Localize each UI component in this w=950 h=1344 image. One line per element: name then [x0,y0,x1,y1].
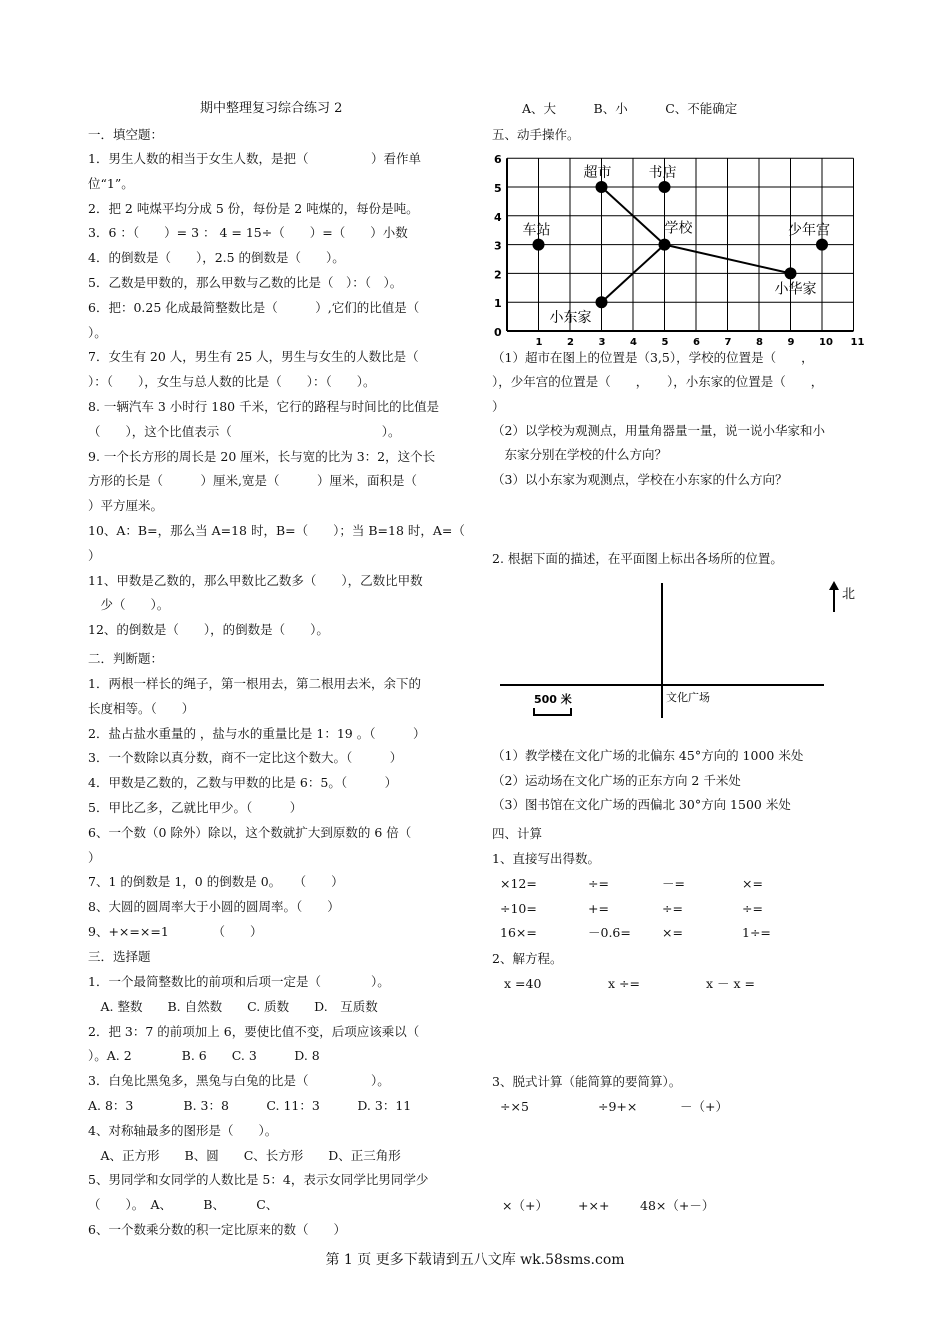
fill-blank-line: ）。 [88,324,107,340]
section-1-heading: 一．填空题： [88,127,164,142]
y-tick-label: 6 [494,153,502,167]
fill-blank-line: ） [88,547,101,563]
expression-item: 48×（+－） [640,1198,715,1213]
y-tick-label: 4 [494,210,502,224]
expression-item: ÷×5 [500,1099,529,1114]
calc-item: 16×= [500,925,537,940]
section-4-heading: 四、计算 [492,826,543,841]
north-arrow-icon [829,581,839,590]
choice-options-line: A、大 B、小 C、不能确定 [522,101,738,116]
expression-item: +×+ [578,1198,610,1213]
x-tick-label: 5 [661,337,669,348]
judgement-line: 2．盐占盐水重量的 ，盐与水的重量比是 1：19 。（ ） [88,725,426,741]
x-tick-label: 10 [819,337,833,348]
choice-line: A. 整数 B. 自然数 C. 质数 D. 互质数 [88,998,378,1014]
grid-question-line: （3）以小东家为观测点，学校在小东家的什么方向？ [492,471,788,487]
calc-item: ÷= [742,901,763,916]
judgement-line: 7、1 的倒数是 1，0 的倒数是 0。 （ ） [88,874,344,890]
judgement-line: 5．甲比乙多，乙就比甲少。（ ） [88,800,303,815]
x-tick-label: 9 [787,337,795,348]
calc-item: 1÷= [742,925,771,940]
calc-item: ÷= [588,876,609,891]
equation-item: x ÷= [608,976,640,991]
fill-blank-line: 8. 一辆汽车 3 小时行 180 千米，它行的路程与时间比的比值是 [88,399,440,414]
location-dot [596,181,608,193]
location-dot [533,239,545,251]
expression-item: ×（+） [502,1198,548,1213]
judgement-line: 3．一个数除以真分数，商不一定比这个数大。（ ） [88,750,403,766]
location-label-bookstore: 书店 [648,165,677,181]
x-tick-label: 4 [630,337,637,348]
y-tick-label: 3 [494,239,502,253]
grid-question-line: （2）以学校为观测点，用量角器量一量，说一说小华家和小 [492,422,825,438]
grid-question-line: ），少年宫的位置是（ ， ），小东家的位置是（ ， [492,374,824,390]
calc-2-heading: 2、解方程。 [492,951,563,966]
calc-item: －0.6= [588,925,631,940]
scale-label: 500 米 [534,693,572,706]
calc-3-heading: 3、脱式计算（能简算的要简算）。 [492,1074,682,1089]
judgement-line: 4．甲数是乙数的，乙数与甲数的比是 6：5。（ ） [88,775,398,791]
grid-question-line: 东家分别在学校的什么方向？ [492,447,668,463]
x-tick-label: 1 [535,337,543,348]
judgement-line: ） [88,849,101,865]
x-tick-label: 8 [756,337,763,348]
choice-line: （ ）。 A、 B、 C、 [88,1197,279,1213]
fill-blank-line: 5．乙数是甲数的，那么甲数与乙数的比是（ ）：（ ）。 [88,275,403,290]
choice-line: ）。A. 2 B. 6 C. 3 D. 8 [88,1048,320,1064]
choice-line: 3．白兔比黑兔多，黑兔与白兔的比是（ ）。 [88,1073,390,1089]
choice-line: A. 8：3 B. 3：8 C. 11：3 D. 3：11 [88,1098,412,1113]
fill-blank-line: （ ），这个比值表示（ ）。 [88,423,401,439]
fill-blank-line: 1．男生人数的相当于女生人数，是把（ ）看作单 [88,151,421,166]
x-tick-label: 3 [598,337,606,348]
section-3-heading: 三．选择题 [88,949,151,964]
location-label-station: 车站 [522,222,551,239]
fill-blank-line: ）平方厘米。 [88,498,164,514]
judgement-line: 1．两根一样长的绳子，第一根用去，第二根用去米，余下的 [88,676,421,691]
judgement-line: 长度相等。（ ） [88,700,195,716]
map-question-line: （3）图书馆在文化广场的西偏北 30°方向 1500 米处 [492,797,791,812]
calc-item: ×= [742,876,763,891]
map-question-line: （1）教学楼在文化广场的北偏东 45°方向的 1000 米处 [492,748,804,763]
fill-blank-line: 3．6 ：（ ）= 3 ： 4 = 15÷（ ）=（ ）小数 [88,225,408,241]
y-tick-label: 5 [494,182,502,195]
equation-item: x － x = [706,976,755,991]
location-label-school: 学校 [664,220,693,237]
grid-question-line: ） [492,398,505,414]
calc-item: += [588,901,609,916]
location-dot [659,239,671,251]
x-tick-label: 7 [724,337,732,348]
location-label-xiaohua: 小华家 [774,281,817,298]
expression-item: －（+） [680,1099,728,1114]
equation-item: x =40 [504,976,542,991]
plaza-label: 文化广场 [666,691,710,704]
fill-blank-line: 2．把 2 吨煤平均分成 5 份，每份是 2 吨煤的，每份是吨。 [88,200,419,216]
plan-map [492,578,872,728]
fill-blank-line: 6．把：0.25 化成最简整数比是（ ）,它们的比值是（ [88,299,420,315]
calc-item: ÷10= [500,901,537,916]
fill-blank-line: 10、A：B=，那么当 A=18 时，B=（ ）；当 B=18 时，A=（ [88,523,465,538]
coordinate-grid [492,148,872,348]
calc-item: ×12= [500,876,537,891]
fill-blank-line: 位“1”。 [88,175,134,191]
calc-item: －= [662,876,685,891]
calc-1-heading: 1、直接写出得数。 [492,851,600,866]
expression-item: ÷9+× [598,1099,638,1114]
y-tick-label: 2 [494,268,502,282]
page-title: 期中整理复习综合练习 2 [200,101,343,116]
grid-question-line: （1）超市在图上的位置是（3,5），学校的位置是（ ， [492,350,814,365]
fill-blank-line: 11、甲数是乙数的，那么甲数比乙数多（ ），乙数比甲数 [88,572,423,588]
location-dot [816,239,828,251]
calc-item: ×= [662,925,683,940]
location-dot [596,296,608,308]
fill-blank-line: 方形的长是（ ）厘米,宽是（ ）厘米，面积是（ [88,473,417,489]
fill-blank-line: ）：（ ），女生与总人数的比是（ ）：（ ）。 [88,374,376,390]
location-dot [659,181,671,193]
fill-blank-line: 9. 一个长方形的周长是 20 厘米，长与宽的比为 3：2，这个长 [88,448,436,464]
fill-blank-line: 7．女生有 20 人，男生有 25 人，男生与女生的人数比是（ [88,349,419,365]
x-tick-label: 11 [850,337,865,348]
fill-blank-line: 4．的倒数是（ ），2.5 的倒数是（ ）。 [88,250,345,266]
map-question-line: （2）运动场在文化广场的正东方向 2 千米处 [492,772,741,788]
choice-line: 4、对称轴最多的图形是（ ）。 [88,1122,278,1138]
location-dot [785,267,797,279]
location-label-youth-palace: 少年宫 [788,222,830,239]
judgement-line: 6、一个数（0 除外）除以，这个数就扩大到原数的 6 倍（ [88,824,412,840]
section-2-heading: 二．判断题： [88,651,164,666]
choice-line: 2．把 3：7 的前项加上 6，要使比值不变，后项应该乘以（ [88,1023,420,1039]
x-tick-label: 6 [693,337,700,348]
section-5-heading: 五、动手操作。 [492,127,580,142]
y-tick-label: 1 [494,297,502,311]
scale-bar [534,708,571,715]
location-label-xiaodong: 小东家 [549,310,592,327]
north-label: 北 [842,587,856,602]
judgement-line: 9、+×=×=1 （ ） [88,924,263,939]
choice-line: A、正方形 B、圆 C、长方形 D、正三角形 [88,1147,401,1163]
choice-line: 5、男同学和女同学的人数比是 5：4，表示女同学比男同学少 [88,1172,429,1188]
location-label-supermarket: 超市 [583,165,612,181]
page-footer: 第 1 页 更多下载请到五八文库 wk.58sms.com [325,1252,625,1268]
judgement-line: 8、大圆的圆周率大于小圆的圆周率。（ ） [88,899,340,915]
choice-line: 1．一个最简整数比的前项和后项一定是（ ）。 [88,974,390,989]
y-tick-label: 0 [494,326,502,339]
map-question-heading: 2. 根据下面的描述，在平面图上标出各场所的位置。 [492,551,783,566]
x-tick-label: 2 [567,337,574,348]
choice-line: 6、一个数乘分数的积一定比原来的数（ ） [88,1222,346,1237]
fill-blank-line: 少（ ）。 [88,597,170,613]
calc-item: ÷= [662,901,683,916]
fill-blank-line: 12、的倒数是（ ），的倒数是（ ）。 [88,622,329,638]
